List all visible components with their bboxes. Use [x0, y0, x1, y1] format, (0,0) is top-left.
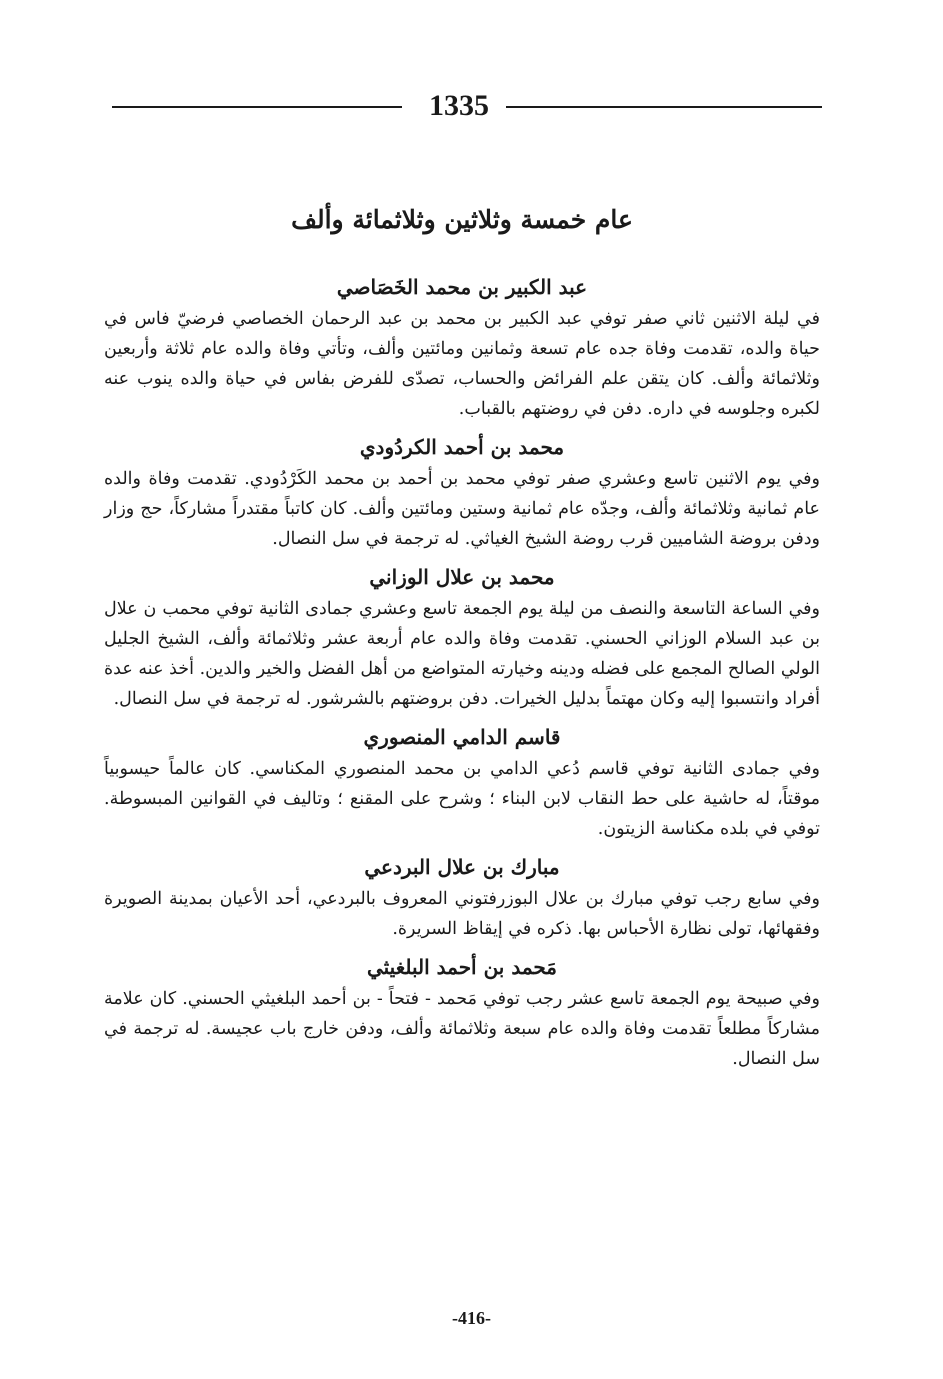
page-body [104, 198, 820, 1080]
entry-name: مبارك بن علال البردعي [364, 855, 560, 879]
section-title: عام خمسة وثلاثين وثلاثمائة وألف [291, 205, 633, 234]
page-header [112, 88, 822, 124]
header-rule-right [506, 106, 822, 108]
entry-text: وفي يوم الاثنين تاسع وعشري صفر توفي محمد بن أحمد بن محمد الكَرْدُودي. تقدمت وفاة والده عام ثمانية وثلاثمائة وألف، وجدّه عام ثمانية وستين ومائتين وألف. كان كاتباً مقتدراً مشاركاً، حج وزار ودفن بروضة الشاميين قرب روضة الشيخ الغياثي. له ترجمة في سل النصال. [104, 469, 820, 549]
entry-text: وفي صبيحة يوم الجمعة تاسع عشر رجب توفي مَحمد - فتحاً - بن أحمد البلغيثي الحسني. كان علامة مشاركاً مطلعاً تقدمت وفاة والده عام سبعة وثلاثمائة وألف، ودفن خارج باب عجيسة. له ترجمة في سل النصال. [104, 989, 820, 1069]
page-number: -416- [452, 1308, 491, 1328]
entry-name: قاسم الدامي المنصوري [363, 725, 561, 749]
entry-name: عبد الكبير بن محمد الخَصَاصي [336, 275, 588, 299]
header-rule-left [112, 106, 402, 108]
entry-name: محمد بن علال الوزاني [369, 565, 555, 589]
entry-text: وفي جمادى الثانية توفي قاسم دُعي الدامي بن محمد المنصوري المكناسي. كان عالماً حيسوبياً موقتاً، له حاشية على حط النقاب لابن البناء ؛ وشرح على المقنع ؛ وتاليف في القوانين المبسوطة. توفي في بلده مكناسة الزيتون. [104, 759, 820, 839]
entry-name: مَحمد بن أحمد البلغيثي [366, 955, 558, 979]
header-year: 1335 [429, 89, 489, 122]
entry-text: وفي سابع رجب توفي مبارك بن علال البوزرفتوني المعروف بالبردعي، أحد الأعيان بمدينة الصويرة وفقهائها، تولى نظارة الأحباس بها. ذكره في إيقاظ السريرة. [104, 889, 820, 939]
entry-text: في ليلة الاثنين ثاني صفر توفي عبد الكبير بن محمد بن عبد الرحمان الخصاصي فرضيّ فاس في حياة والده، تقدمت وفاة جده عام تسعة وثمانين ومائتين وألف، وتأتي وفاة والده عام ثلاثة وأربعين وثلاثمائة وألف. كان يتقن علم الفرائض والحساب، تصدّى للفرض بفاس في حياة والده ينوب عنه لكبره وجلوسه في داره. دفن في روضتهم بالقباب. [104, 309, 820, 419]
entry-text: وفي الساعة التاسعة والنصف من ليلة يوم الجمعة تاسع وعشري جمادى الثانية توفي محمب ن علال بن عبد السلام الوزاني الحسني. تقدمت وفاة والده عام أربعة عشر وثلاثمائة وألف، الشيخ الجليل الولي الصالح المجمع على فضله ودينه وخيارته المتواضع من أهل الفضل والخير والدين. أخذ عنه عدة أفراد وانتسبوا إليه وكان مهتماً بدليل الخيرات. دفن بروضتهم بالشرشور. له ترجمة في سل النصال. [104, 599, 820, 709]
entry-name: محمد بن أحمد الكردُودي [359, 435, 565, 459]
